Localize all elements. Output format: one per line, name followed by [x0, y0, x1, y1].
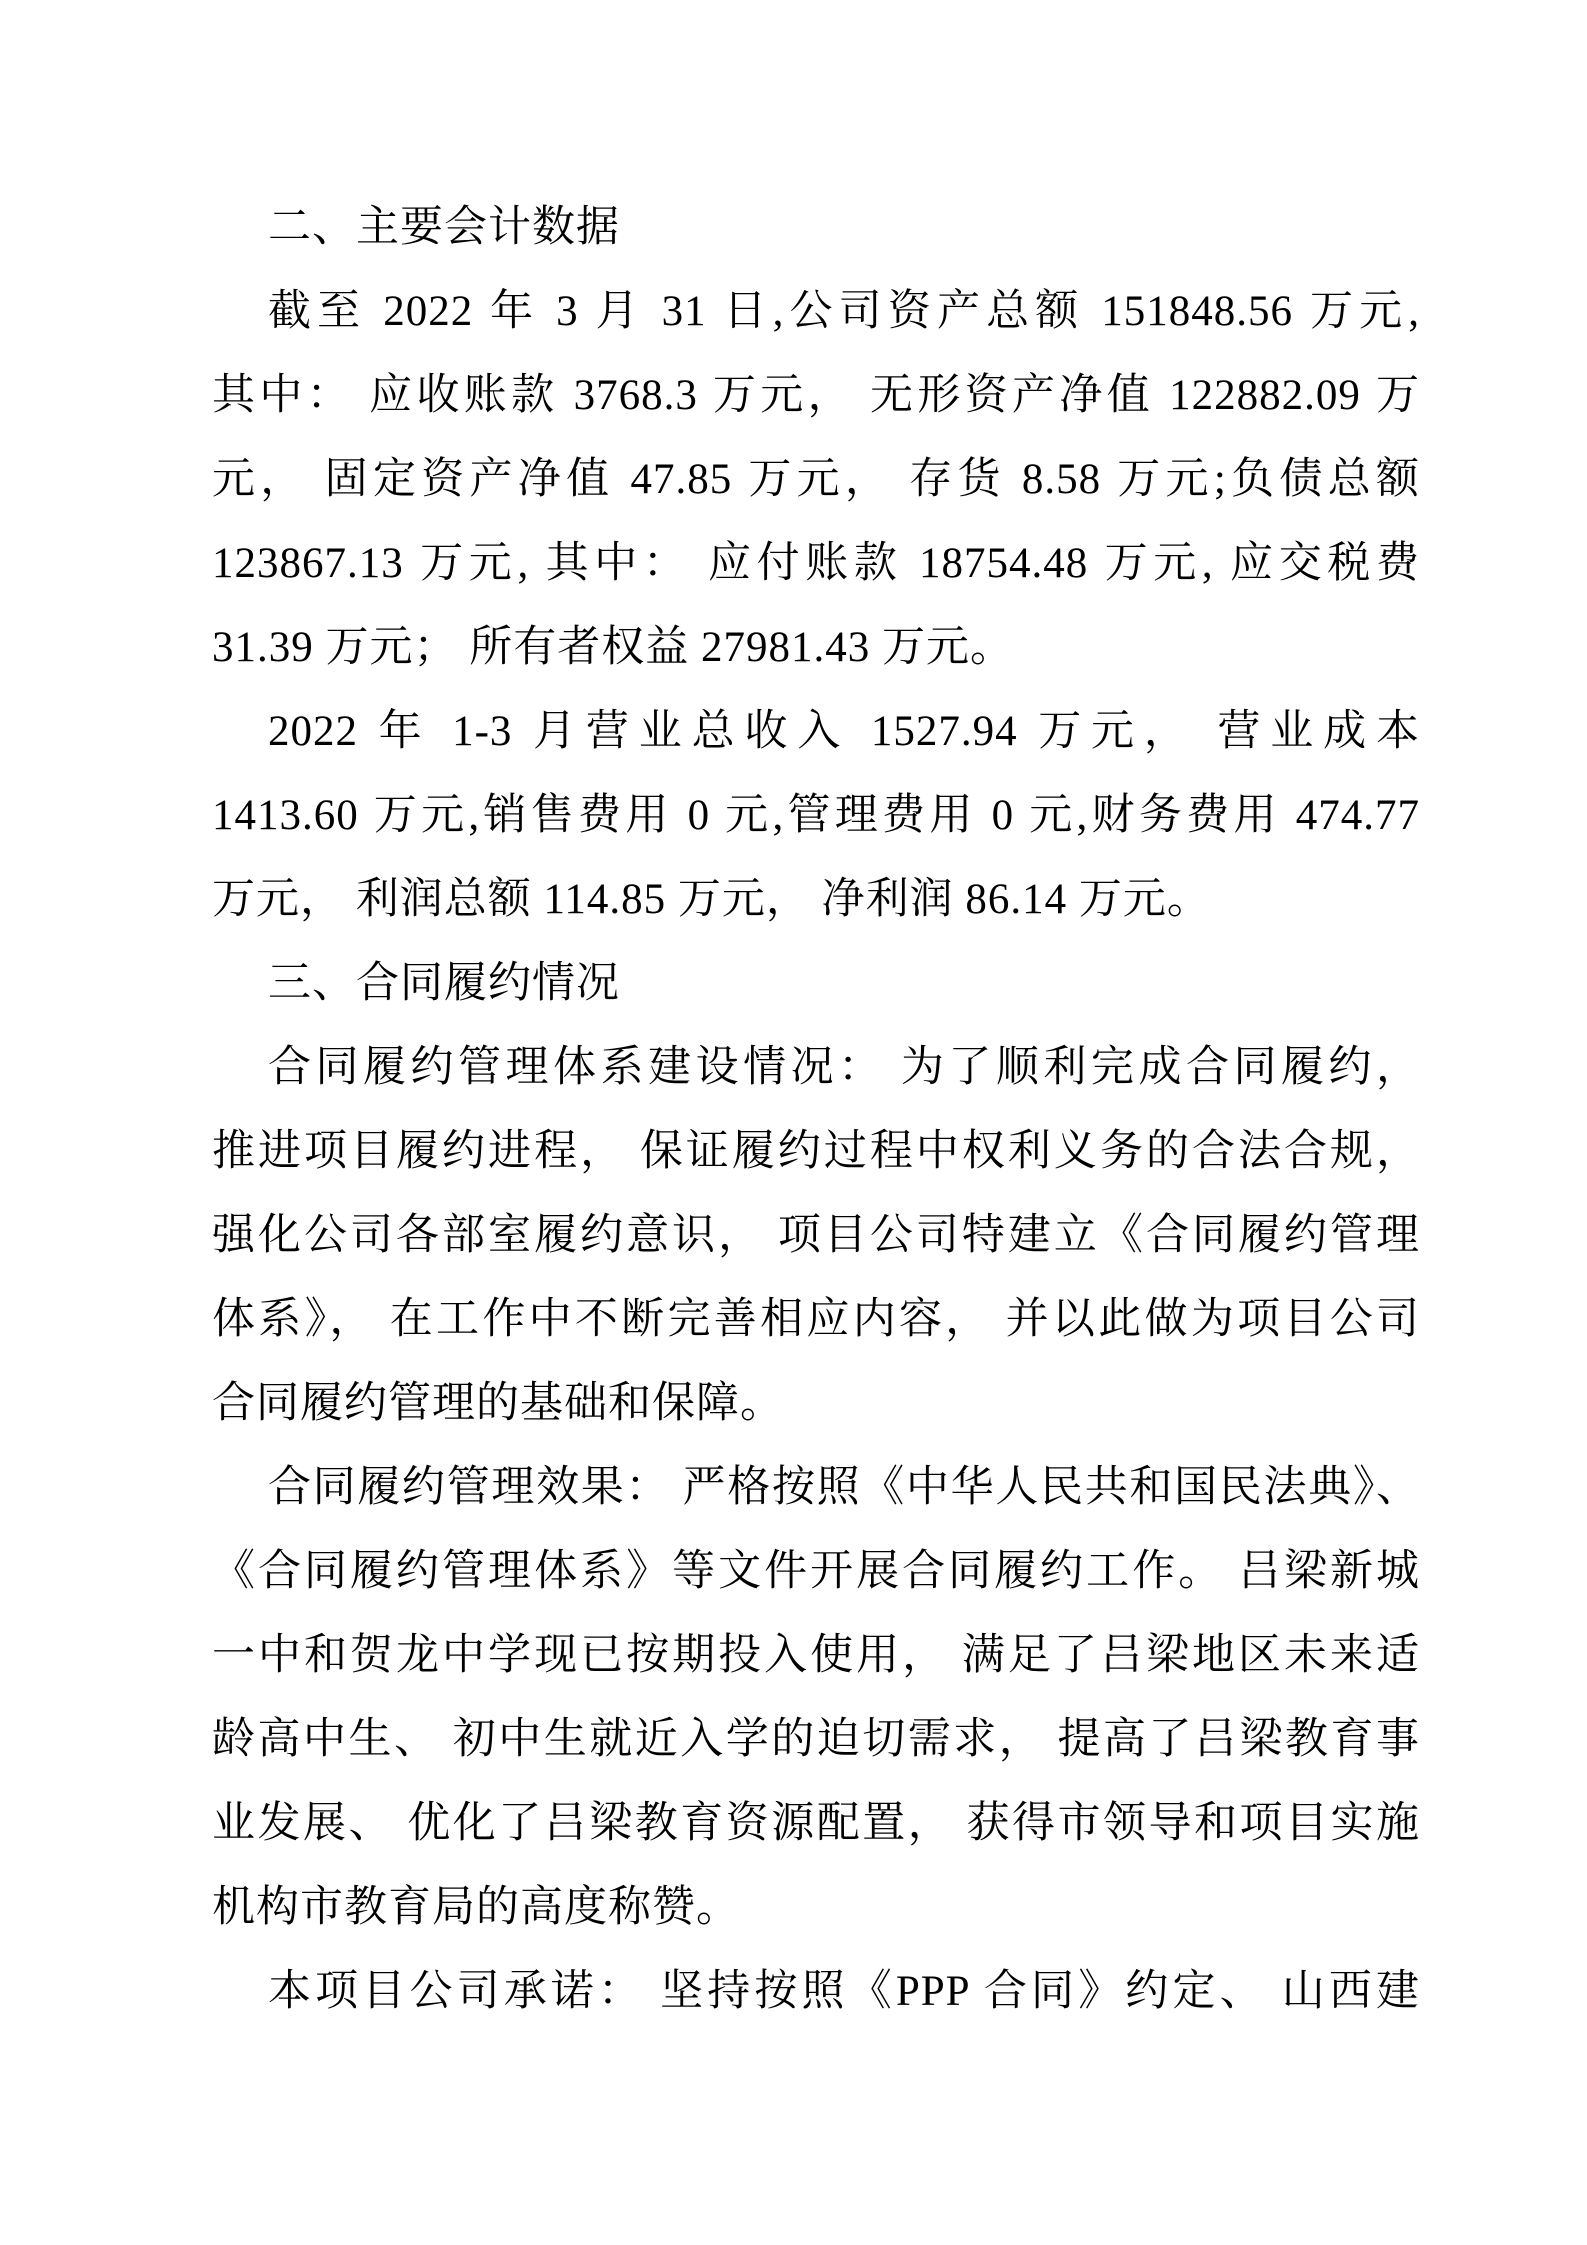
- text-line: 龄高中生、 初中生就近入学的迫切需求， 提高了吕梁教育事: [212, 1716, 1420, 1763]
- text-line: 一中和贺龙中学现已按期投入使用， 满足了吕梁地区未来适: [212, 1632, 1420, 1679]
- text-line: 元， 固定资产净值 47.85 万元， 存货 8.58 万元;负债总额: [212, 456, 1420, 503]
- text-line: 机构市教育局的高度称赞。: [212, 1884, 740, 1931]
- paragraph-contract-effect: [212, 1446, 1420, 1950]
- text-line: 体系》， 在工作中不断完善相应内容， 并以此做为项目公司: [212, 1296, 1420, 1343]
- text-line: 推进项目履约进程， 保证履约过程中权利义务的合法合规，: [212, 1128, 1420, 1175]
- text-line: 其中： 应收账款 3768.3 万元， 无形资产净值 122882.09 万: [212, 372, 1420, 419]
- text-line: 《合同履约管理体系》等文件开展合同履约工作。 吕梁新城: [212, 1548, 1420, 1595]
- text-line: 合同履约管理效果： 严格按照《中华人民共和国民法典》、: [268, 1464, 1420, 1511]
- text-line: 123867.13 万元, 其中： 应付账款 18754.48 万元, 应交税费: [212, 540, 1420, 587]
- document-text-block: [212, 186, 1420, 2034]
- paragraph-income-statement: [212, 690, 1420, 942]
- heading-contract-performance: 三、合同履约情况: [268, 960, 620, 1007]
- text-line: 本项目公司承诺： 坚持按照《PPP 合同》约定、 山西建: [268, 1968, 1420, 2015]
- paragraph-company-commitment: [212, 1950, 1420, 2034]
- text-line: 业发展、 优化了吕梁教育资源配置， 获得市领导和项目实施: [212, 1800, 1420, 1847]
- paragraph-contract-system: [212, 1026, 1420, 1446]
- text-line: 合同履约管理体系建设情况： 为了顺利完成合同履约，: [268, 1044, 1420, 1091]
- text-line: 强化公司各部室履约意识， 项目公司特建立《合同履约管理: [212, 1212, 1420, 1259]
- section-heading-accounting-data: [212, 186, 1420, 270]
- text-line: 1413.60 万元,销售费用 0 元,管理费用 0 元,财务费用 474.77: [212, 792, 1420, 839]
- text-line: 合同履约管理的基础和保障。: [212, 1380, 784, 1427]
- heading-accounting-data: 二、主要会计数据: [268, 204, 620, 251]
- text-line: 2022 年 1-3 月营业总收入 1527.94 万元， 营业成本: [268, 708, 1420, 755]
- text-line: 截至 2022 年 3 月 31 日,公司资产总额 151848.56 万元,: [268, 288, 1420, 335]
- section-heading-contract-performance: [212, 942, 1420, 1026]
- text-line: 31.39 万元； 所有者权益 27981.43 万元。: [212, 624, 1014, 671]
- paragraph-balance-sheet: [212, 270, 1420, 690]
- text-line: 万元， 利润总额 114.85 万元， 净利润 86.14 万元。: [212, 876, 1211, 923]
